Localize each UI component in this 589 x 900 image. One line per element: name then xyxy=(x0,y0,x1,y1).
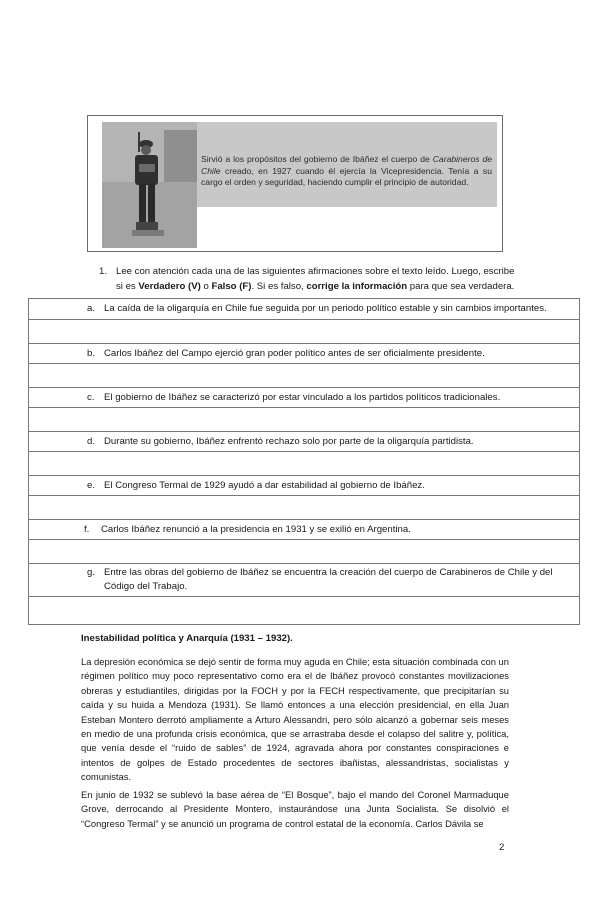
answer-row[interactable] xyxy=(29,452,580,476)
answer-row[interactable] xyxy=(29,540,580,564)
statement-text: Durante su gobierno, Ibáñez enfrentó rechazo solo por parte de la oligarquía partidista. xyxy=(104,435,474,447)
figure-box xyxy=(87,115,503,252)
answer-cell[interactable] xyxy=(29,320,580,344)
answer-cell[interactable] xyxy=(29,540,580,564)
answer-cell[interactable] xyxy=(29,452,580,476)
statement-text: El Congreso Termal de 1929 ayudó a dar estabilidad al gobierno de Ibáñez. xyxy=(104,479,425,491)
carabinero-photo xyxy=(102,122,197,248)
answer-cell[interactable] xyxy=(29,408,580,432)
instructions xyxy=(99,264,519,294)
answer-row[interactable] xyxy=(29,408,580,432)
figure-caption: Sirvió a los propósitos del gobierno de Ibáñez el cuerpo de Carabineros de Chile creado, en 1927 cuando él ejercía la Vicepresidencia. Tenía a su cargo el orden y seguridad, haciendo cumplir el principio de autoridad. xyxy=(201,154,492,187)
statement-text: El gobierno de Ibáñez se caracterizó por estar vinculado a los partidos políticos tradicionales. xyxy=(104,391,501,403)
statement-row: c. El gobierno de Ibáñez se caracterizó por estar vinculado a los partidos políticos tradicionales. xyxy=(29,388,580,408)
statement-row: d. Durante su gobierno, Ibáñez enfrentó rechazo solo por parte de la oligarquía partidista. xyxy=(29,432,580,452)
instruction-text: Lee con atención cada una de las siguientes afirmaciones sobre el texto leído. Luego, escribe si es Verdadero (V) o Falso (F). Si es falso, corrige la información para que sea verdadera. xyxy=(116,266,515,292)
answer-row[interactable] xyxy=(29,320,580,344)
answer-row[interactable] xyxy=(29,496,580,520)
answer-cell[interactable] xyxy=(29,597,580,625)
section-title: Inestabilidad política y Anarquía (1931 – 1932). xyxy=(81,633,293,644)
paragraph: En junio de 1932 se sublevó la base aérea de “El Bosque”, bajo el mando del Coronel Marmaduque Grove, derrocando al Presidente Montero, instaurándose una Junta Socialista. Se disolvió el “Congreso Termal” y se anunció un programa de control estatal de la economía. Carlos Dávila se xyxy=(81,789,509,829)
statement-row: g. Entre las obras del gobierno de Ibáñez se encuentra la creación del cuerpo de Carabineros de Chile y del Código del Trabajo. xyxy=(29,564,580,597)
statement-row: f. Carlos Ibáñez renunció a la presidencia en 1931 y se exilió en Argentina. xyxy=(29,520,580,540)
statement-row: e. El Congreso Termal de 1929 ayudó a dar estabilidad al gobierno de Ibáñez. xyxy=(29,476,580,496)
statement-text: Entre las obras del gobierno de Ibáñez se encuentra la creación del cuerpo de Carabineros de Chile y del Código del Trabajo. xyxy=(104,567,553,592)
page-number: 2 xyxy=(499,842,505,853)
statement-text: Carlos Ibáñez del Campo ejerció gran poder político antes de ser oficialmente presidente. xyxy=(104,347,485,359)
carabinero-photo-illustration xyxy=(102,122,197,248)
true-false-table xyxy=(28,298,580,625)
answer-cell[interactable] xyxy=(29,496,580,520)
answer-cell[interactable] xyxy=(29,364,580,388)
answer-row[interactable] xyxy=(29,364,580,388)
statement-text: Carlos Ibáñez renunció a la presidencia en 1931 y se exilió en Argentina. xyxy=(101,523,411,535)
paragraph: La depresión económica se dejó sentir de forma muy aguda en Chile; esta situación combinada con un régimen político muy poco representativo como era el de Ibáñez provocó constantes movilizaciones obreras y estudiantiles, dirigidas por la FOCH y por la FECH respectivamente, que precipitarían su caída y su huida a Mendoza (1931). Se llamó entonces a una elección presidencial, en ella Juan Esteban Montero derrotó ampliamente a Arturo Alessandri, pero sólo alcanzó a gobernar seis meses en medio de una profunda crisis económica, que se arrastraba desde el colapso del salitre y, política, que venía desde el “ruido de sables” de 1924, agravada ahora por constantes conspiraciones e intentos de golpes de Estado procedentes de sectores ibañistas, alessandristas, socialistas y comunistas. xyxy=(81,656,509,783)
statement-row: a. La caída de la oligarquía en Chile fue seguida por un periodo político estable y sin cambios importantes. xyxy=(29,299,580,320)
instruction-number: 1. xyxy=(99,266,108,277)
answer-row[interactable] xyxy=(29,597,580,625)
statement-text: La caída de la oligarquía en Chile fue seguida por un periodo político estable y sin cambios importantes. xyxy=(104,303,547,314)
statement-row: b. Carlos Ibáñez del Campo ejerció gran poder político antes de ser oficialmente presidente. xyxy=(29,344,580,364)
